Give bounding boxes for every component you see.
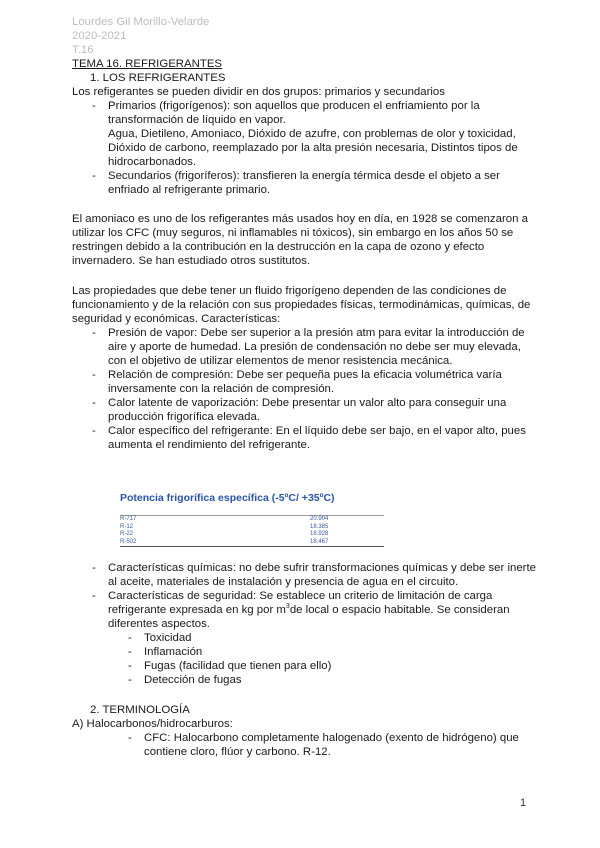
bullet-dash: - (92, 327, 96, 339)
paragraph-ammonia-line-2: utilizar los CFC (muy seguros, ni inflamables ni tóxicos), sin embargo en los años 50 se (72, 227, 514, 239)
superscript-cubed: 3 (285, 603, 290, 610)
safety-text-pre: refrigerante expresada en kg por m (108, 604, 286, 616)
page-number: 1 (520, 797, 527, 809)
table-cell-refrigerant: R-717 (120, 516, 137, 522)
table-cell-refrigerant: R-502 (120, 538, 137, 545)
bullet-dash: - (92, 170, 96, 182)
property-chemical-line-1: Características químicas: no debe sufrir transformaciones químicas y debe ser inerte (108, 562, 536, 574)
property-specific-heat-line-2: aumenta el rendimiento del refrigerante. (108, 439, 310, 451)
table-cell-value: 18.385 (310, 523, 329, 530)
table-row (120, 531, 384, 539)
aspect-item: Toxicidad (144, 632, 192, 644)
paragraph-properties-line-3: seguridad y económicas. Características: (72, 313, 281, 325)
bullet-dash: - (92, 100, 96, 112)
primarios-line-4: Dióxido de carbono, reemplazado por la alta presión necesaria, Distintos tipos de (108, 142, 518, 154)
paragraph-properties-line-2: funcionamiento y de la relación con sus propiedades físicas, termodinámicas, químicas, de (72, 299, 531, 311)
subheading-halocarbons: A) Halocarbonos/hidrocarburos: (72, 718, 233, 730)
paragraph-ammonia-line-4: invernadero. Se han estudiado otros sustitutos. (72, 255, 311, 267)
header-author: Lourdes Gil Morillo-Velarde (72, 16, 210, 28)
paragraph-ammonia-line-1: El amoniaco es uno de los refigerantes más usados hoy en día, en 1928 se comenzaron a (72, 213, 528, 225)
paragraph-ammonia-line-3: restringen debido a la contribución en la destrucción en la capa de ozono y efecto (72, 241, 485, 253)
table-row (120, 524, 384, 532)
table-cell-value: 18.928 (310, 531, 329, 538)
table-cell-value: 20.904 (310, 516, 329, 522)
table-row (120, 516, 384, 524)
property-vapor-line-2: aire y aporte de humedad. La presión de condensación no debe ser muy elevada, (108, 341, 521, 353)
property-latent-heat-line-1: Calor latente de vaporización: Debe presentar un valor alto para conseguir una (108, 397, 507, 409)
safety-text-post: de local o espacio habitable. Se consideran (289, 604, 510, 616)
table-row (120, 539, 384, 547)
secundarios-line-1: Secundarios (frigoríferos): transfieren la energía térmica desde el objeto a ser (108, 170, 500, 182)
aspect-item: Inflamación (144, 646, 203, 658)
secundarios-line-2: enfriado al refrigerante primario. (108, 184, 271, 196)
property-compression-line-2: inversamente con la relación de compresión. (108, 383, 335, 395)
bullet-dash: - (128, 632, 132, 644)
intro-text: Los refigerantes se pueden dividir en dos grupos: primarios y secundarios (72, 86, 445, 98)
property-safety-line-1: Características de seguridad: Se establece un criterio de limitación de carga (108, 590, 493, 602)
bullet-dash: - (128, 674, 132, 686)
property-safety-line-3: diferentes aspectos. (108, 618, 210, 630)
bullet-dash: - (92, 425, 96, 437)
bullet-dash: - (92, 590, 96, 602)
property-safety-line-2 (108, 603, 510, 617)
paragraph-properties-line-1: Las propiedades que debe tener un fluido frigorígeno dependen de las condiciones de (72, 285, 507, 297)
table-cell-refrigerant: R-22 (120, 531, 134, 538)
primarios-line-5: hidrocarbonados. (108, 156, 197, 168)
aspect-item: Detección de fugas (144, 674, 242, 686)
primarios-line-1: Primarios (frigorígenos): son aquellos que producen el enfriamiento por la (108, 100, 480, 112)
bullet-dash: - (92, 369, 96, 381)
property-compression-line-1: Relación de compresión: Debe ser pequeña pues la eficacia volumétrica varía (108, 369, 502, 381)
bullet-dash: - (92, 562, 96, 574)
property-chemical-line-2: al aceite, materiales de instalación y presencia de agua en el circuito. (108, 576, 459, 588)
bullet-dash: - (92, 397, 96, 409)
property-vapor-line-3: con el objetivo de utilizar elementos de menor resistencia mecánica. (108, 355, 453, 367)
cfc-definition-line-1: CFC: Halocarbono completamente halogenado (exento de hidrógeno) que (144, 732, 519, 744)
bullet-dash: - (128, 732, 132, 744)
header-topic: T.16 (72, 44, 94, 56)
cooling-power-table (120, 515, 384, 547)
bullet-dash: - (128, 646, 132, 658)
property-specific-heat-line-1: Calor específico del refrigerante: En el líquido debe ser bajo, en el vapor alto, pues (108, 425, 526, 437)
primarios-line-3: Agua, Dietileno, Amoniaco, Dióxido de azufre, con problemas de olor y toxicidad, (108, 128, 516, 140)
property-vapor-line-1: Presión de vapor: Debe ser superior a la presión atm para evitar la introducción de (108, 327, 525, 339)
primarios-line-2: transformación de líquido en vapor. (108, 114, 286, 126)
document-title: TEMA 16. REFRIGERANTES (72, 58, 223, 70)
table-cell-refrigerant: R-12 (120, 523, 134, 530)
section-heading-1: 1. LOS REFRIGERANTES (90, 72, 226, 84)
section-heading-2: 2. TERMINOLOGÍA (90, 704, 190, 716)
aspect-item: Fugas (facilidad que tienen para ello) (144, 660, 332, 672)
cfc-definition-line-2: contiene cloro, flúor y carbono. R-12. (144, 746, 331, 758)
property-latent-heat-line-2: producción frigorífica elevada. (108, 411, 260, 423)
table-title: Potencia frigorífica específica (-5ºC/ +35ºC) (120, 492, 335, 504)
header-year: 2020-2021 (72, 30, 127, 42)
bullet-dash: - (128, 660, 132, 672)
table-cell-value: 18.467 (310, 538, 329, 545)
